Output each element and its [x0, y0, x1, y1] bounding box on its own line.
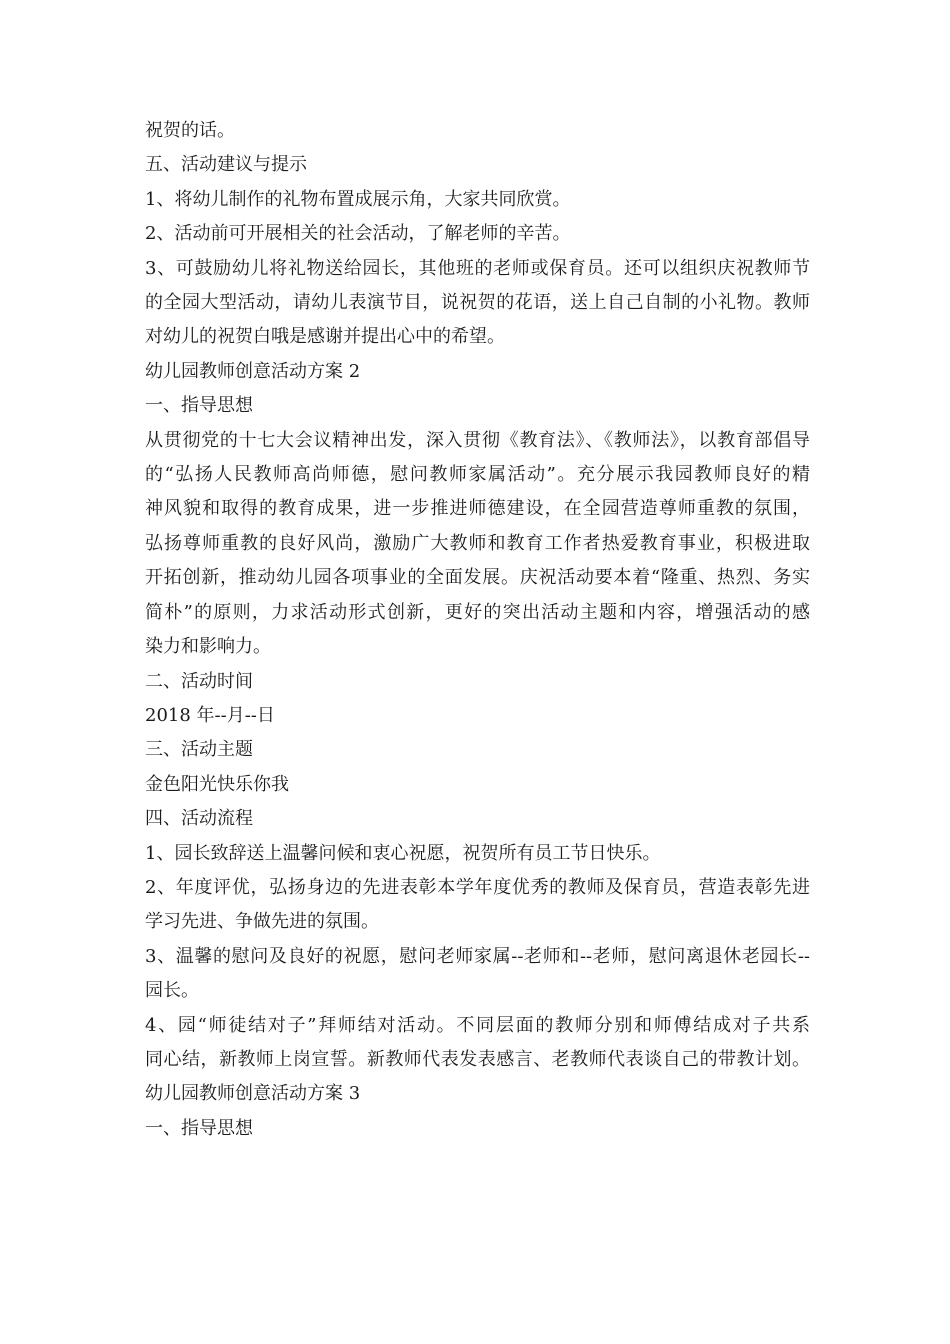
text-line: 三、活动主题	[145, 739, 253, 761]
text-line: 对幼儿的祝贺白哦是感谢并提出心中的希望。	[145, 326, 505, 348]
text-line: 染力和影响力。	[145, 636, 271, 658]
text-line: 幼儿园教师创意活动方案 3	[145, 1083, 361, 1105]
text-line: 4、园“师徒结对子”拜师结对活动。不同层面的教师分别和师傅结成对子共系	[145, 1014, 810, 1036]
text-line: 从贯彻党的十七大会议精神出发，深入贯彻《教育法》、《教师法》，以教育部倡导	[145, 429, 810, 451]
text-line: 弘扬尊师重教的良好风尚，激励广大教师和教育工作者热爱教育事业，积极进取	[145, 532, 810, 554]
text-line: 3、可鼓励幼儿将礼物送给园长，其他班的老师或保育员。还可以组织庆祝教师节	[145, 257, 810, 279]
text-line: 金色阳光快乐你我	[145, 773, 289, 795]
text-line: 简朴”的原则，力求活动形式创新，更好的突出活动主题和内容，增强活动的感	[145, 601, 810, 623]
text-line: 的“弘扬人民教师高尚师德，慰问教师家属活动”。充分展示我园教师良好的精	[145, 464, 810, 486]
text-line: 1、将幼儿制作的礼物布置成展示角，大家共同欣赏。	[145, 188, 571, 210]
text-line: 幼儿园教师创意活动方案 2	[145, 360, 361, 382]
text-line: 3、温馨的慰问及良好的祝愿，慰问老师家属--老师和--老师，慰问离退休老园长--	[145, 945, 810, 967]
text-line: 五、活动建议与提示	[145, 154, 307, 176]
text-line: 2、年度评优，弘扬身边的先进表彰本学年度优秀的教师及保育员，营造表彰先进	[145, 876, 810, 898]
text-line: 同心结，新教师上岗宣誓。新教师代表发表感言、老教师代表谈自己的带教计划。	[145, 1048, 810, 1070]
text-line: 神风貌和取得的教育成果，进一步推进师德建设，在全园营造尊师重教的氛围，	[145, 498, 810, 520]
text-line: 1、园长致辞送上温馨问候和衷心祝愿，祝贺所有员工节日快乐。	[145, 842, 661, 864]
text-line: 学习先进、争做先进的氛围。	[145, 911, 379, 933]
text-line: 二、活动时间	[145, 670, 253, 692]
text-line: 一、指导思想	[145, 1117, 253, 1139]
text-line: 园长。	[145, 980, 199, 1002]
text-line: 开拓创新，推动幼儿园各项事业的全面发展。庆祝活动要本着“隆重、热烈、务实	[145, 567, 810, 589]
text-line: 2018 年--月--日	[145, 704, 275, 726]
text-line: 2、活动前可开展相关的社会活动，了解老师的辛苦。	[145, 223, 571, 245]
text-line: 的全园大型活动，请幼儿表演节目，说祝贺的花语，送上自己自制的小礼物。教师	[145, 292, 810, 314]
document-body	[145, 114, 810, 1146]
text-line: 一、指导思想	[145, 395, 253, 417]
text-line: 四、活动流程	[145, 808, 253, 830]
text-line: 祝贺的话。	[145, 120, 235, 141]
